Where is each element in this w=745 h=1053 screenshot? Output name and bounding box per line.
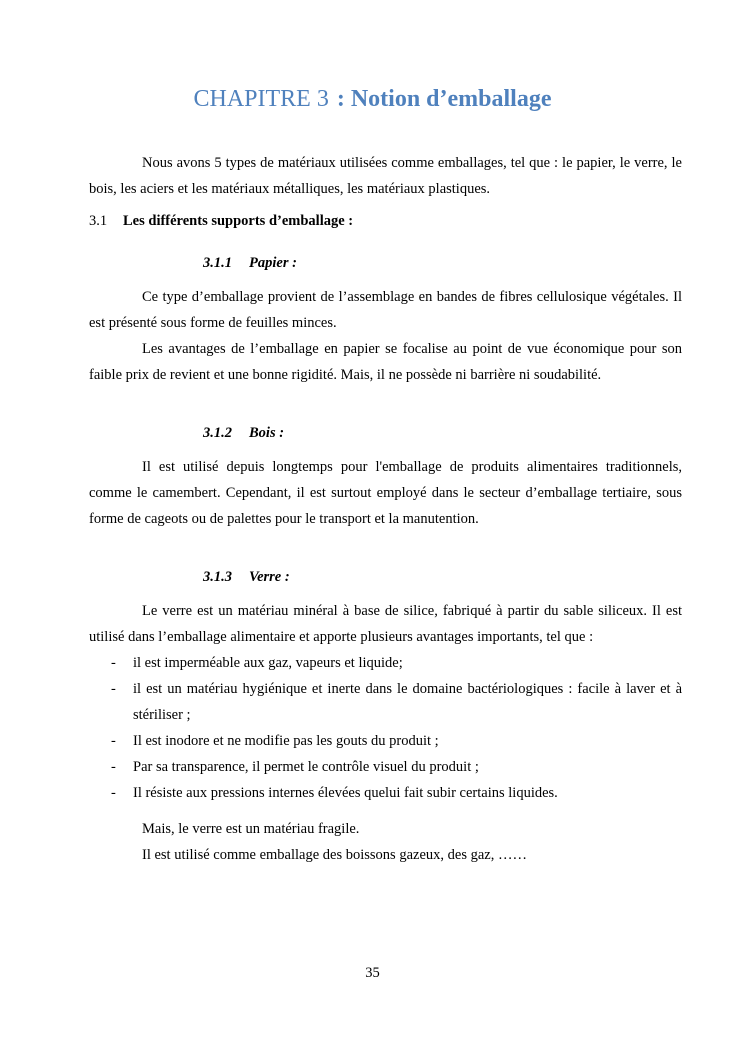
section-heading — [89, 213, 353, 230]
verre-paragraph: Le verre est un matériau minéral à base de silice, fabriqué à partir du sable siliceux. Il est utilisé dans l’emballage alimentaire et apporte plusieurs avantages importants, tel que : — [89, 603, 682, 645]
list-item — [89, 676, 682, 728]
list-item — [89, 780, 682, 806]
papier-paragraph-2: Les avantages de l’emballage en papier se focalise au point de vue économique pour son faible prix de revient et une bonne rigidité. Mais, il ne possède ni barrière ni soudabilité. — [89, 341, 682, 383]
subsection-heading-papier — [203, 255, 297, 272]
bullet-dash: - — [111, 681, 116, 697]
verre-closing-line-1: Mais, le verre est un matériau fragile. — [142, 821, 360, 837]
list-item-text: il est imperméable aux gaz, vapeurs et liquide; — [133, 655, 403, 671]
chapter-label: CHAPITRE 3 — [193, 86, 329, 112]
bullet-dash: - — [111, 785, 116, 801]
papier-paragraph-1: Ce type d’emballage provient de l’assemblage en bandes de fibres cellulosique végétales. Il est présenté sous forme de feuilles minces. — [89, 289, 682, 331]
chapter-name: : Notion d’emballage — [336, 86, 552, 112]
subsection-heading-bois — [203, 425, 284, 442]
bullet-dash: - — [111, 733, 116, 749]
bullet-dash: - — [111, 655, 116, 671]
verre-advantages-list — [89, 650, 682, 806]
subsection-number: 3.1.3 — [203, 569, 232, 585]
bullet-dash: - — [111, 759, 116, 775]
subsection-title: Bois : — [249, 425, 285, 441]
subsection-heading-verre — [203, 569, 290, 586]
subsection-title: Papier : — [249, 255, 297, 271]
bois-paragraph: Il est utilisé depuis longtemps pour l'emballage de produits alimentaires traditionnels, comme le camembert. Cependant, il est surtout employé dans le secteur d’emballage tertiaire, sous forme de cageots ou de palettes pour le transport et la manutention. — [89, 459, 682, 527]
list-item-text: il est un matériau hygiénique et inerte dans le domaine bactériologiques : facile à laver et à stériliser ; — [133, 681, 682, 723]
list-item — [89, 728, 682, 754]
subsection-number: 3.1.1 — [203, 255, 232, 271]
section-title: Les différents supports d’emballage : — [123, 213, 354, 229]
subsection-number: 3.1.2 — [203, 425, 232, 441]
verre-closing-line-2: Il est utilisé comme emballage des boissons gazeux, des gaz, …… — [142, 847, 527, 863]
chapter-title — [0, 86, 745, 113]
section-number: 3.1 — [89, 213, 108, 229]
list-item-text: Il est inodore et ne modifie pas les gouts du produit ; — [133, 733, 439, 749]
list-item — [89, 650, 682, 676]
list-item-text: Par sa transparence, il permet le contrôle visuel du produit ; — [133, 759, 479, 775]
list-item — [89, 754, 682, 780]
page-number: 35 — [365, 965, 380, 981]
intro-paragraph: Nous avons 5 types de matériaux utilisées comme emballages, tel que : le papier, le verre, le bois, les aciers et les matériaux métalliques, les matériaux plastiques. — [89, 155, 682, 197]
subsection-title: Verre : — [249, 569, 290, 585]
list-item-text: Il résiste aux pressions internes élevées quelui fait subir certains liquides. — [133, 785, 558, 801]
